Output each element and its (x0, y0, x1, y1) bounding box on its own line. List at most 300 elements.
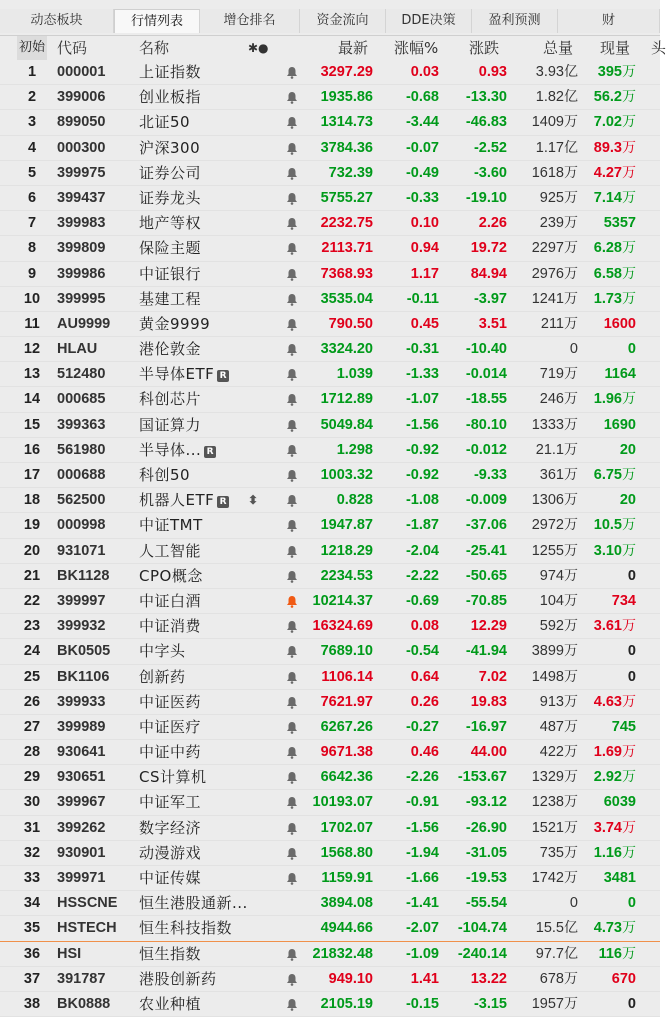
row-cur: 1164 (604, 366, 636, 383)
row-chg: -41.94 (465, 643, 507, 660)
row-code: BK0888 (57, 995, 111, 1012)
bell-icon[interactable] (286, 639, 300, 663)
row-number: 34 (23, 895, 41, 912)
row-name-text: CPO概念 (139, 566, 203, 585)
row-pct: -0.91 (405, 794, 439, 811)
row-name-text: 创业板指 (139, 88, 202, 107)
table-row[interactable] (0, 891, 660, 916)
bell-icon[interactable] (286, 161, 300, 185)
row-code: 000688 (57, 467, 106, 483)
row-pct: -1.66 (405, 870, 439, 886)
row-code: BK1106 (57, 668, 110, 685)
row-cur: 4.73万 (593, 920, 636, 937)
row-name-text: 证券公司 (139, 163, 202, 182)
bell-icon[interactable] (286, 387, 300, 411)
row-number: 24 (23, 643, 41, 660)
row-price: 6267.26 (320, 718, 373, 735)
row-name (139, 463, 190, 487)
bell-icon[interactable] (286, 287, 300, 311)
bell-icon[interactable] (286, 614, 300, 638)
table-row[interactable] (0, 841, 660, 866)
row-chg: -80.10 (465, 416, 507, 433)
bell-icon[interactable] (286, 866, 300, 890)
row-cur: 1.96万 (593, 391, 636, 408)
bell-icon[interactable] (286, 816, 300, 840)
header-price[interactable]: 最新 (338, 39, 369, 57)
row-code: 000001 (57, 64, 106, 80)
row-number: 31 (23, 819, 41, 836)
row-vol: 2976万 (531, 265, 578, 282)
table-row[interactable] (0, 513, 660, 538)
row-name-text: 恒生指数 (139, 944, 202, 963)
row-cur: 3.61万 (593, 618, 636, 635)
row-price: 1106.14 (321, 668, 373, 685)
row-chg: -31.05 (465, 844, 507, 861)
table-row[interactable] (0, 85, 660, 110)
row-vol: 3899万 (531, 643, 578, 660)
row-code: 930651 (57, 769, 106, 786)
row-cur: 1600 (603, 315, 636, 332)
row-name-text: 中证军工 (139, 793, 202, 812)
row-cur: 3481 (603, 870, 636, 886)
bell-icon[interactable] (286, 740, 300, 764)
row-name-text: 中证TMT (139, 516, 203, 535)
table-row[interactable] (0, 690, 660, 715)
row-cur: 745 (611, 718, 636, 735)
row-code: 399437 (57, 189, 106, 206)
row-price: 949.10 (328, 970, 373, 987)
row-price: 10193.07 (312, 794, 373, 811)
bell-icon[interactable] (286, 513, 300, 537)
row-name (139, 211, 201, 235)
row-name-text: 半导体... (139, 440, 202, 459)
row-name (139, 438, 216, 462)
row-pct: 0.64 (410, 668, 439, 685)
row-price: 9671.38 (320, 744, 373, 761)
quote-table (0, 60, 660, 1017)
row-pct: -3.44 (405, 114, 439, 131)
row-cur: 6.28万 (593, 240, 636, 257)
row-price: 2113.71 (321, 240, 373, 257)
row-vol: 678万 (539, 970, 578, 987)
updown-arrow-icon: ⬍ (248, 493, 259, 508)
row-price: 1947.87 (320, 517, 373, 534)
bell-icon[interactable] (286, 967, 300, 991)
row-name (139, 740, 201, 764)
row-code: 399971 (57, 870, 106, 886)
row-pct: -1.09 (405, 945, 439, 962)
header-icons[interactable]: ✱● (248, 41, 269, 55)
table-row[interactable] (0, 992, 660, 1017)
row-chg: -240.14 (457, 945, 507, 962)
row-chg: 2.26 (478, 215, 507, 232)
table-row[interactable] (0, 60, 660, 85)
row-code: 399809 (57, 240, 106, 257)
row-name (139, 992, 201, 1016)
row-pct: -2.26 (405, 769, 439, 786)
row-chg: -0.009 (465, 492, 507, 509)
row-cur: 2.92万 (593, 769, 636, 786)
row-price: 5755.27 (320, 189, 373, 206)
table-row[interactable] (0, 740, 660, 765)
row-chg: -9.33 (473, 467, 507, 483)
row-number: 13 (23, 366, 41, 383)
row-code: 399262 (57, 819, 106, 836)
row-number: 2 (27, 89, 37, 106)
table-row[interactable] (0, 488, 660, 513)
row-cur: 6.75万 (593, 467, 636, 483)
row-pct: -0.92 (405, 467, 439, 483)
table-row[interactable] (0, 387, 660, 412)
row-chg: 84.94 (470, 265, 507, 282)
table-row[interactable] (0, 639, 660, 664)
bell-icon[interactable] (286, 463, 300, 487)
bell-icon[interactable] (286, 539, 300, 563)
table-row[interactable] (0, 236, 660, 261)
row-name-text: 农业种植 (139, 994, 202, 1013)
bell-icon[interactable] (286, 942, 300, 966)
row-price: 6642.36 (320, 769, 373, 786)
table-row[interactable] (0, 967, 660, 992)
row-cur: 0 (627, 643, 636, 660)
row-code: BK0505 (57, 643, 111, 660)
row-pct: -1.33 (405, 366, 439, 383)
row-vol: 0 (569, 341, 578, 358)
row-vol: 15.5亿 (535, 920, 578, 937)
row-cur: 7.02万 (593, 114, 636, 131)
table-row[interactable] (0, 287, 660, 312)
table-row[interactable] (0, 413, 660, 438)
row-name (139, 715, 201, 739)
table-row[interactable] (0, 765, 660, 790)
table-row[interactable] (0, 942, 660, 967)
row-price: 2105.19 (320, 995, 373, 1012)
row-name (139, 85, 201, 109)
table-row[interactable] (0, 866, 660, 891)
bell-icon[interactable] (286, 765, 300, 789)
row-vol: 1241万 (531, 290, 578, 307)
row-price: 4944.66 (320, 920, 373, 937)
tab-6[interactable]: 财 (558, 9, 660, 33)
row-number: 25 (23, 668, 41, 685)
row-name-text: 中证医疗 (139, 717, 202, 736)
row-code: 391787 (57, 970, 106, 987)
row-code: 561980 (57, 441, 106, 458)
row-code: 399989 (57, 718, 106, 735)
row-pct: -1.94 (405, 844, 439, 861)
row-vol: 719万 (539, 366, 578, 383)
row-price: 2234.53 (320, 567, 373, 584)
r-badge-icon: R (204, 446, 216, 458)
table-row[interactable] (0, 312, 660, 337)
row-number: 33 (23, 870, 41, 886)
row-chg: -18.55 (465, 391, 507, 408)
row-chg: 13.22 (470, 970, 507, 987)
row-name (139, 589, 201, 613)
row-chg: 19.72 (470, 240, 507, 257)
row-name (139, 161, 201, 185)
row-number: 7 (27, 215, 37, 232)
row-cur: 1690 (603, 416, 636, 433)
bell-icon[interactable] (286, 186, 300, 210)
table-row[interactable] (0, 362, 660, 387)
row-number: 32 (23, 844, 41, 861)
row-pct: -2.22 (405, 567, 439, 584)
row-pct: -1.08 (405, 492, 439, 509)
tab-0[interactable]: 动态板块 (0, 9, 114, 33)
row-price: 16324.69 (312, 618, 373, 635)
table-row[interactable] (0, 589, 660, 614)
table-row[interactable] (0, 816, 660, 841)
row-cur: 0 (627, 995, 636, 1012)
header-chg[interactable]: 涨跌 (469, 39, 500, 57)
row-number: 19 (23, 517, 41, 534)
row-code: 930641 (57, 744, 106, 761)
header-pct[interactable]: 涨幅% (394, 39, 439, 57)
row-cur: 1.16万 (593, 844, 636, 861)
row-number: 29 (23, 769, 41, 786)
bell-icon[interactable] (286, 110, 300, 134)
row-vol: 97.7亿 (535, 945, 578, 962)
row-name-text: 保险主题 (139, 239, 202, 258)
row-cur: 0 (627, 895, 636, 912)
row-code: BK1128 (57, 567, 110, 584)
row-name-text: 半导体ETF (139, 365, 215, 384)
row-number: 11 (24, 315, 40, 332)
table-row[interactable] (0, 539, 660, 564)
row-vol: 1329万 (531, 769, 578, 786)
table-header (0, 36, 666, 60)
bell-icon[interactable] (286, 665, 300, 689)
row-pct: -1.56 (405, 416, 439, 433)
table-row[interactable] (0, 262, 660, 287)
bell-icon[interactable] (286, 211, 300, 235)
row-vol: 1957万 (531, 995, 578, 1012)
row-cur: 3.74万 (593, 819, 636, 836)
row-number: 6 (27, 189, 37, 206)
row-chg: -46.83 (465, 114, 507, 131)
row-cur: 7.14万 (593, 189, 636, 206)
row-code: 399006 (57, 89, 106, 106)
row-vol: 592万 (539, 618, 578, 635)
row-number: 9 (27, 265, 37, 282)
bell-icon[interactable] (286, 690, 300, 714)
row-vol: 1255万 (531, 542, 578, 559)
bell-icon[interactable] (286, 337, 300, 361)
row-pct: -0.68 (405, 89, 439, 106)
row-name (139, 790, 201, 814)
row-name (139, 765, 207, 789)
row-name-text: 中证银行 (139, 264, 202, 283)
row-chg: -0.014 (465, 366, 507, 383)
table-row[interactable] (0, 463, 660, 488)
table-row[interactable] (0, 337, 660, 362)
row-name (139, 262, 201, 286)
row-code: 000998 (57, 517, 106, 534)
header-init-button[interactable]: 初始 (17, 36, 47, 60)
row-chg: -50.65 (465, 567, 507, 584)
row-name-text: 机器人ETF (139, 491, 215, 510)
row-code: 399975 (57, 164, 106, 181)
row-chg: -37.06 (465, 517, 507, 534)
bell-icon[interactable] (286, 236, 300, 260)
row-code: HSSCNE (57, 895, 118, 912)
tab-2[interactable]: 增仓排名 (200, 9, 300, 33)
header-vol[interactable]: 总量 (543, 39, 574, 57)
row-vol: 913万 (539, 693, 578, 710)
row-cur: 20 (619, 441, 636, 458)
header-extra[interactable]: 头 (651, 39, 666, 57)
row-chg: -2.52 (473, 139, 507, 156)
row-code: 399967 (57, 794, 106, 811)
row-name (139, 614, 201, 638)
row-price: 3784.36 (320, 139, 373, 156)
row-vol: 1.17亿 (535, 139, 578, 156)
row-cur: 4.27万 (593, 164, 636, 181)
bell-icon[interactable] (286, 841, 300, 865)
row-name (139, 60, 201, 84)
row-name (139, 413, 201, 437)
row-code: 399995 (57, 290, 106, 307)
bell-icon[interactable] (286, 60, 300, 84)
header-cur[interactable]: 现量 (600, 39, 631, 57)
row-pct: 0.45 (410, 315, 439, 332)
table-row[interactable] (0, 665, 660, 690)
table-row[interactable] (0, 790, 660, 815)
row-number: 36 (23, 945, 41, 962)
row-number: 23 (23, 618, 41, 635)
row-number: 17 (23, 467, 41, 483)
table-row[interactable] (0, 136, 660, 161)
row-vol: 361万 (539, 467, 578, 483)
table-row[interactable] (0, 161, 660, 186)
table-row[interactable] (0, 564, 660, 589)
row-name (139, 110, 190, 134)
bell-icon[interactable] (286, 362, 300, 386)
row-cur: 56.2万 (593, 89, 636, 106)
row-vol: 1409万 (531, 114, 578, 131)
row-price: 3535.04 (320, 290, 373, 307)
row-name (139, 639, 186, 663)
bell-icon[interactable] (286, 312, 300, 336)
row-chg: 44.00 (470, 744, 507, 761)
row-chg: -19.53 (465, 870, 507, 886)
row-code: 562500 (57, 492, 106, 509)
row-code: 930901 (57, 844, 106, 861)
row-chg: -70.85 (465, 592, 507, 609)
table-row[interactable] (0, 916, 660, 941)
row-name (139, 236, 201, 260)
row-number: 28 (23, 744, 41, 761)
table-row[interactable] (0, 186, 660, 211)
row-cur: 6.58万 (593, 265, 636, 282)
row-vol: 1238万 (531, 794, 578, 811)
row-chg: -3.15 (473, 995, 507, 1012)
row-name-text: 沪深300 (139, 138, 201, 157)
bell-icon[interactable] (286, 262, 300, 286)
tab-3[interactable]: 资金流向 (300, 9, 386, 33)
tab-bar (0, 0, 660, 36)
row-pct: -0.69 (405, 592, 439, 609)
row-code: 899050 (57, 114, 106, 131)
row-name (139, 665, 186, 689)
row-vol: 422万 (539, 744, 578, 761)
header-name[interactable]: 名称 (139, 39, 170, 57)
bell-icon[interactable] (286, 715, 300, 739)
row-vol: 2297万 (531, 240, 578, 257)
row-price: 10214.37 (312, 592, 373, 609)
row-vol: 3.93亿 (535, 64, 578, 80)
row-name (139, 312, 210, 336)
table-row[interactable] (0, 715, 660, 740)
row-price: 5049.84 (320, 416, 373, 433)
row-pct: -2.04 (405, 542, 439, 559)
table-row[interactable] (0, 614, 660, 639)
table-row[interactable] (0, 110, 660, 135)
row-cur: 0 (627, 668, 636, 685)
row-price: 1.298 (336, 441, 373, 458)
row-name (139, 488, 229, 512)
bell-icon[interactable] (286, 85, 300, 109)
row-price: 1159.91 (321, 870, 373, 886)
row-code: AU9999 (57, 315, 111, 332)
bell-icon[interactable] (286, 413, 300, 437)
row-number: 30 (23, 794, 41, 811)
bell-icon[interactable] (286, 136, 300, 160)
row-price: 21832.48 (312, 945, 373, 962)
bell-icon[interactable] (286, 992, 300, 1016)
row-code: 399997 (57, 592, 106, 609)
tab-1[interactable]: 行情列表 (114, 9, 200, 33)
row-name-text: 上证指数 (139, 63, 202, 81)
row-name (139, 539, 201, 563)
row-number: 27 (23, 718, 41, 735)
row-vol: 211万 (540, 315, 578, 332)
row-number: 18 (23, 492, 41, 509)
row-pct: 1.41 (410, 970, 439, 987)
row-name-text: 人工智能 (139, 541, 202, 560)
bell-icon[interactable] (286, 790, 300, 814)
row-cur: 3.10万 (593, 542, 636, 559)
row-price: 1702.07 (320, 819, 373, 836)
bell-icon[interactable] (286, 438, 300, 462)
row-vol: 1.82亿 (535, 89, 578, 106)
header-code[interactable]: 代码 (57, 39, 88, 57)
table-row[interactable] (0, 211, 660, 236)
row-number: 22 (23, 592, 41, 609)
row-chg: -153.67 (457, 769, 507, 786)
table-row[interactable] (0, 438, 660, 463)
row-chg: -16.97 (465, 718, 507, 735)
row-name (139, 866, 201, 890)
bell-icon[interactable] (286, 564, 300, 588)
bell-icon[interactable] (286, 589, 300, 613)
tab-5[interactable]: 盈利预测 (472, 9, 558, 33)
row-number: 16 (23, 441, 41, 458)
row-price: 1.039 (336, 366, 373, 383)
tab-4[interactable]: DDE决策 (386, 9, 472, 33)
row-cur: 6039 (603, 794, 636, 811)
row-number: 38 (23, 995, 41, 1012)
row-name-text: 基建工程 (139, 289, 202, 308)
bell-icon[interactable] (286, 488, 300, 512)
row-cur: 670 (611, 970, 636, 987)
row-chg: -13.30 (465, 89, 507, 106)
row-cur: 1.73万 (593, 290, 636, 307)
row-pct: -0.15 (405, 995, 439, 1012)
row-name-text: 科创芯片 (139, 390, 202, 409)
row-number: 5 (27, 164, 37, 181)
